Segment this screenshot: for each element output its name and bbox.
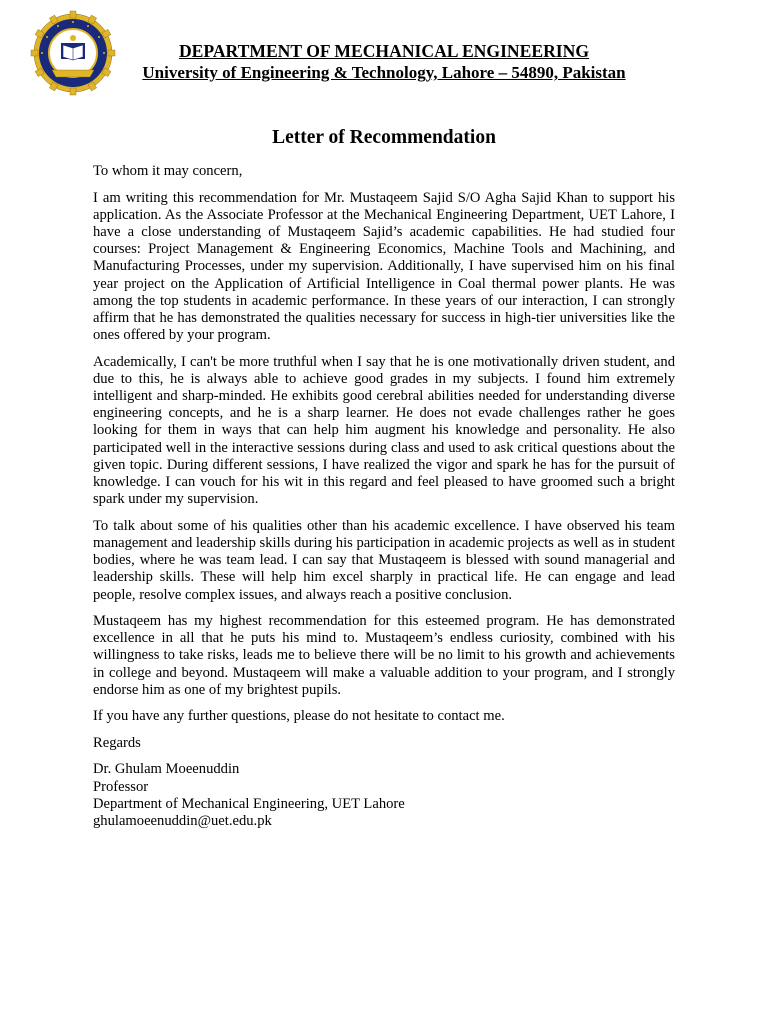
signatory-department: Department of Mechanical Engineering, UET Lahore bbox=[93, 795, 405, 812]
paragraph-2: Academically, I can't be more truthful when I say that he is one motivationally driven student, and due to this, he is always able to achieve good grades in my subjects. I found him extremely intelligent and sharp-minded. He exhibits good cerebral abilities needed for understanding diverse engineering concepts, and he is a sharp learner. He does not evade challenges rather he goes looking for them in ways that can help him augment his knowledge and personality. He also participated well in the interactive sessions during class and used to ask critical questions about the given topic. During different sessions, I have realized the vigor and spark he has for the pursuit of knowledge. I can vouch for his wit in this regard and feel pleased to have groomed such a bright spark under my supervision. bbox=[93, 353, 675, 508]
paragraph-4: Mustaqeem has my highest recommendation for this esteemed program. He has demonstrated excellence in all that he puts his mind to. Mustaqeem’s endless curiosity, combined with his willingness to take risks, leads me to believe there will be no limit to his growth and achievements in college and beyond. Mustaqeem will make a valuable addition to your program, and I strongly endorse him as one of my brightest pupils. bbox=[93, 613, 675, 698]
salutation: To whom it may concern, bbox=[93, 163, 243, 179]
closing: Regards bbox=[93, 734, 141, 751]
signature-block bbox=[93, 761, 675, 830]
signatory-position: Professor bbox=[93, 778, 149, 795]
letter-title: Letter of Recommendation bbox=[272, 127, 496, 148]
department-heading: DEPARTMENT OF MECHANICAL ENGINEERING bbox=[178, 41, 590, 61]
paragraph-1: I am writing this recommendation for Mr. Mustaqeem Sajid S/O Agha Sajid Khan to support his application. As the Associate Professor at the Mechanical Engineering Department, UET Lahore, I have a close understanding of Mustaqeem Sajid’s academic capabilities. He had studied four courses: Project Management & Engineering Economics, Machine Tools and Machining, and Manufacturing Processes, under my supervision. Additionally, I have supervised him on his final year project on the Application of Artificial Intelligence in Coal thermal power plants. He was among the top students in academic performance. In these years of our interaction, I can strongly affirm that he has demonstrated the qualities necessary for success in high-tier universities like the ones offered by your program. bbox=[93, 189, 675, 344]
letter-body bbox=[93, 163, 675, 839]
university-seal-logo bbox=[30, 10, 116, 96]
closing-sentence: If you have any further questions, please do not hesitate to contact me. bbox=[93, 708, 505, 725]
university-address: University of Engineering & Technology, Lahore – 54890, Pakistan bbox=[142, 63, 626, 82]
signatory-email: ghulamoeenuddin@uet.edu.pk bbox=[93, 812, 272, 829]
signatory-name: Dr. Ghulam Moeenuddin bbox=[93, 761, 240, 778]
paragraph-3: To talk about some of his qualities other than his academic excellence. I have observed his team management and leadership skills during his participation in academic projects as well as in student bodies, where he was team lead. I can say that Mustaqeem is blessed with sound managerial and leadership skills. These will help him excel sharply in practical life. He can engage and lead people, resolve complex issues, and always reach a positive conclusion. bbox=[93, 517, 675, 603]
